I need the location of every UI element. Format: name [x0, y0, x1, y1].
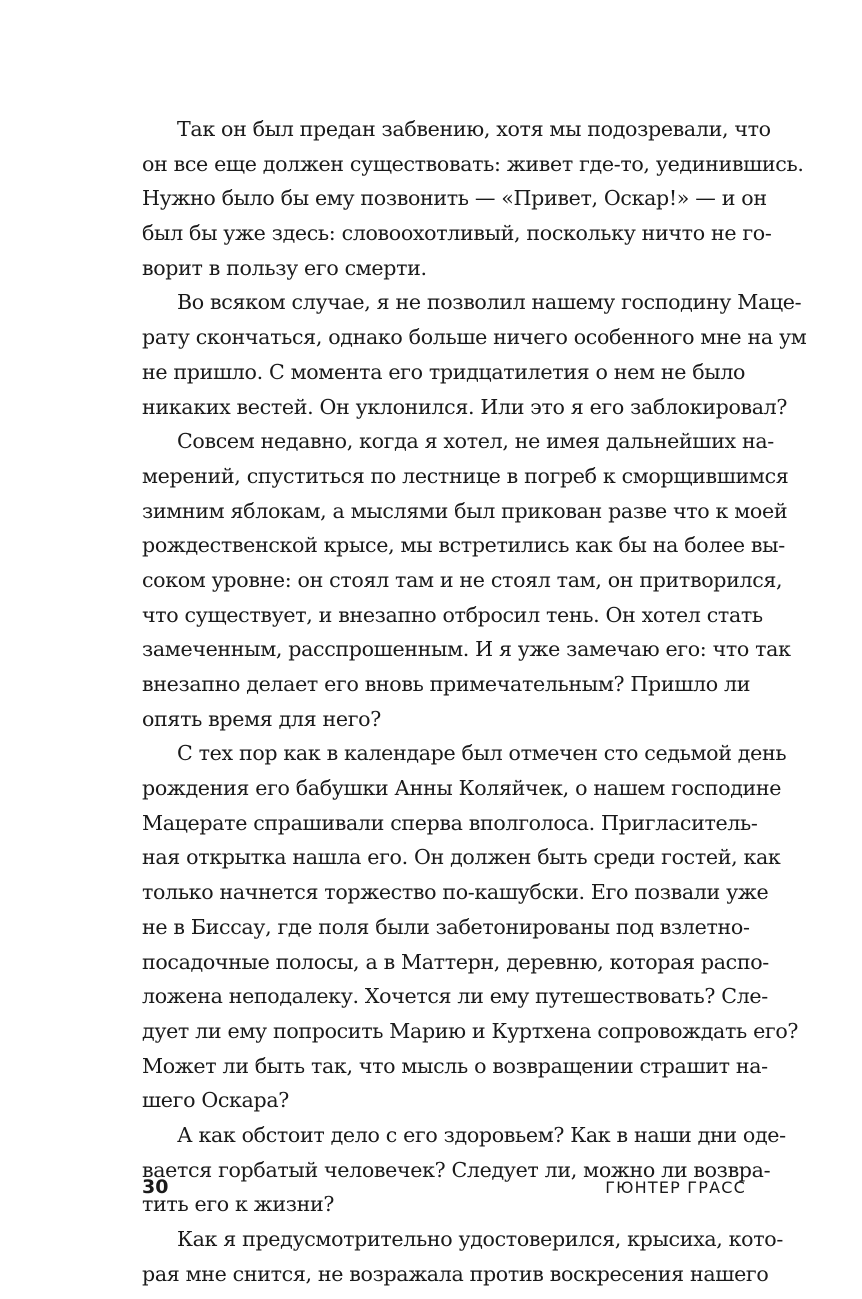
text-line: шего Оскара? [142, 1088, 289, 1113]
paragraph [142, 285, 807, 424]
text-line: С тех пор как в календаре был отмечен сто седьмой день [177, 741, 787, 766]
text-line: что существует, и внезапно отбросил тень. Он хотел стать [142, 602, 763, 627]
text-line: ложена неподалеку. Хочется ли ему путешествовать? Сле- [142, 984, 768, 1009]
text-line: не пришло. С момента его тридцатилетия о нем не было [142, 359, 746, 384]
text-line: только начнется торжество по-кашубски. Его позвали уже [142, 880, 769, 905]
text-line: Так он был предан забвению, хотя мы подозревали, что [177, 117, 771, 141]
text-line: Мацерате спрашивали сперва вполголоса. Пригласитель- [142, 810, 758, 835]
text-line: соком уровне: он стоял там и не стоял там, он притворился, [142, 567, 783, 592]
paragraph [142, 112, 804, 285]
text-line: опять время для него? [142, 706, 381, 731]
text-line: рату скончаться, однако больше ничего особенного мне на ум [142, 325, 807, 350]
text-line: внезапно делает его вновь примечательным? Пришло ли [142, 672, 751, 696]
text-line: ная открытка нашла его. Он должен быть среди гостей, как [142, 845, 781, 870]
page-footer [142, 1176, 746, 1200]
paragraph [142, 1222, 783, 1291]
body-text [142, 112, 807, 1291]
paragraph [142, 736, 799, 1118]
text-line: ворит в пользу его смерти. [142, 255, 427, 280]
text-line: никаких вестей. Он уклонился. Или это я его заблокировал? [142, 394, 788, 419]
paragraph [142, 1118, 786, 1222]
text-line: Во всяком случае, я не позволил нашему господину Маце- [177, 290, 802, 315]
text-line: был бы уже здесь: словоохотливый, поскольку ничто не го- [142, 221, 772, 246]
text-line: Нужно было бы ему позвонить — «Привет, Оскар!» — и он [142, 186, 767, 211]
text-line: не в Биссау, где поля были забетонированы под взлетно- [142, 914, 750, 939]
running-head-author: ГЮНТЕР ГРАСС [605, 1178, 746, 1197]
text-line: он все еще должен существовать: живет где-то, уединившись. [142, 151, 804, 176]
text-line: мерений, спуститься по лестнице в погреб к сморщившимся [142, 463, 789, 488]
text-line: тить его к жизни? [142, 1192, 335, 1217]
text-line: вается горбатый человечек? Следует ли, можно ли возвра- [142, 1157, 771, 1182]
text-line: посадочные полосы, а в Маттерн, деревню, которая распо- [142, 949, 769, 974]
paragraph [142, 424, 791, 736]
page-number: 30 [142, 1176, 169, 1198]
text-line: рождественской крысе, мы встретились как бы на более вы- [142, 533, 785, 558]
text-line: дует ли ему попросить Марию и Куртхена сопровождать его? [142, 1018, 799, 1043]
text-line: А как обстоит дело с его здоровьем? Как в наши дни оде- [177, 1122, 786, 1147]
text-line: рая мне снится, не возражала против воскресения нашего [142, 1261, 769, 1286]
text-line: зимним яблокам, а мыслями был прикован разве что к моей [142, 498, 788, 523]
text-line: рождения его бабушки Анны Коляйчек, о нашем господине [142, 776, 782, 801]
text-line: замеченным, расспрошенным. И я уже замечаю его: что так [142, 637, 791, 662]
text-line: Как я предусмотрительно удостоверился, крысиха, кото- [177, 1227, 783, 1251]
text-line: Совсем недавно, когда я хотел, не имея дальнейших на- [177, 429, 774, 454]
text-line: Может ли быть так, что мысль о возвращении страшит на- [142, 1053, 768, 1078]
